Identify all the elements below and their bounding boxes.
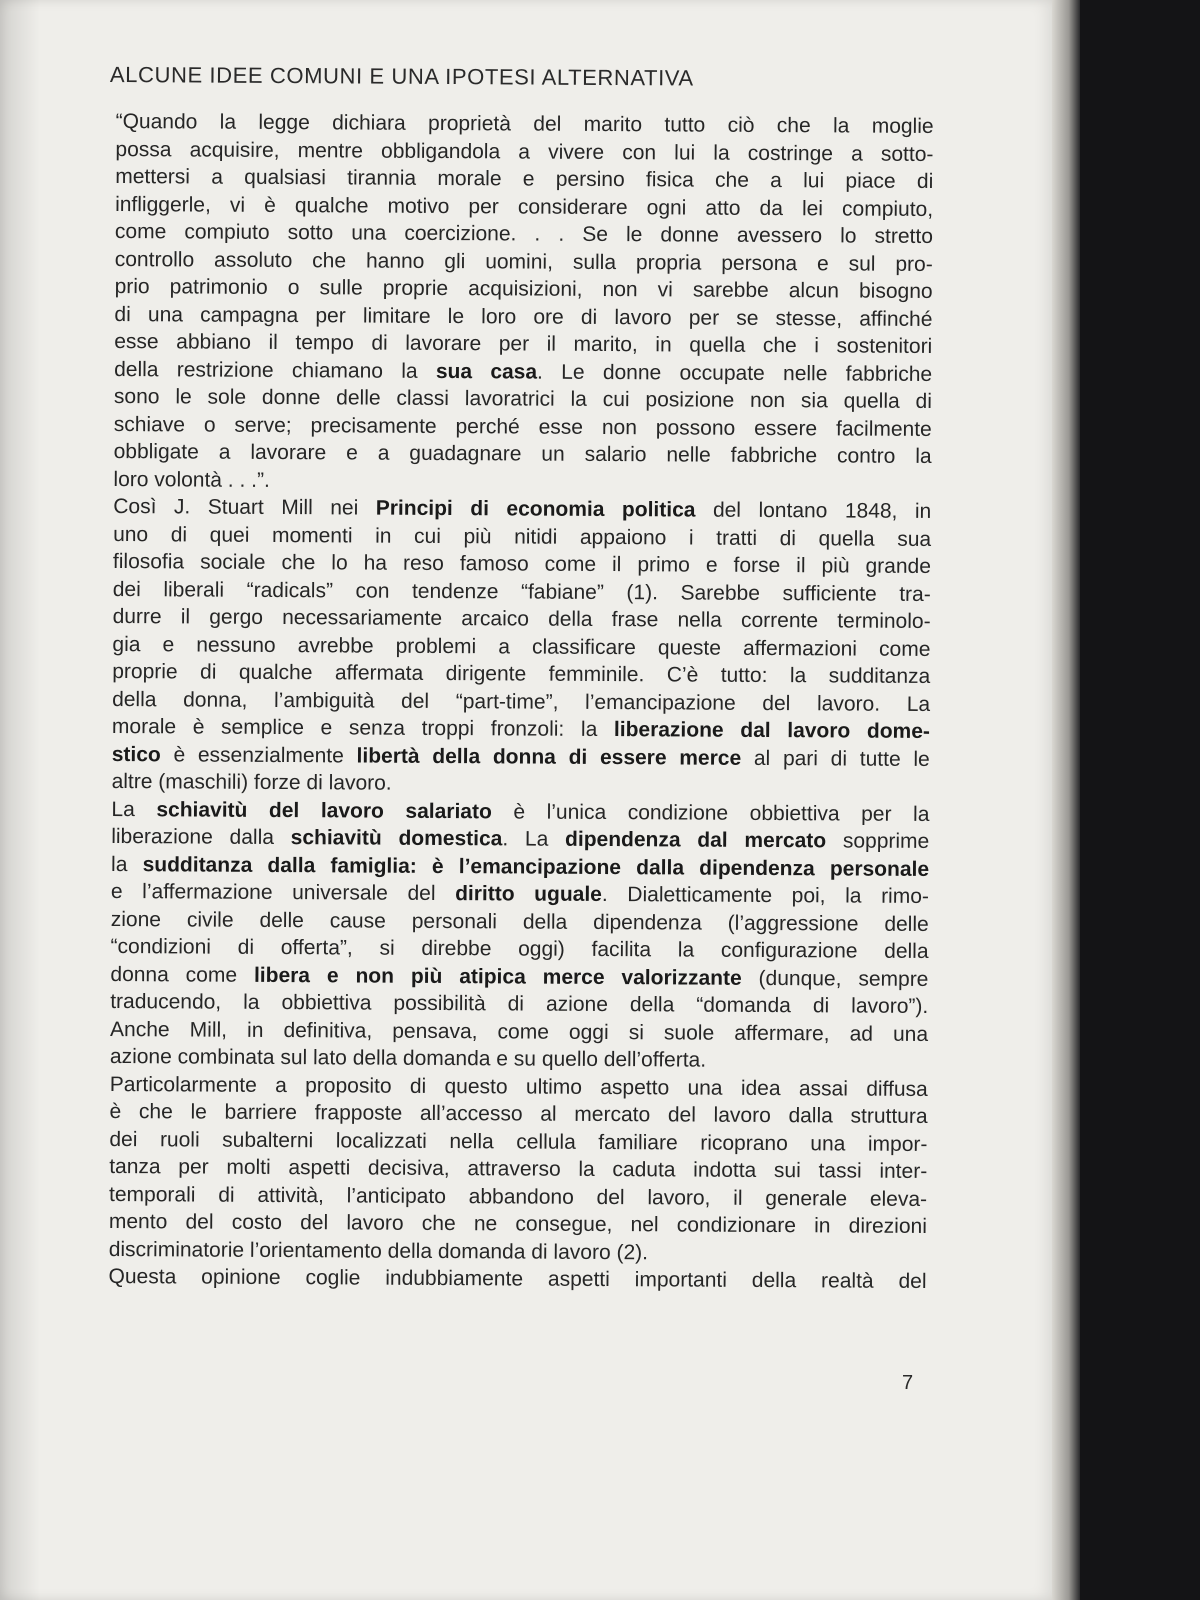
text-line: Particolarmente a proposito di questo ultimo aspetto una idea assai diffusa	[109, 1072, 928, 1101]
emphasized-phrase: Principi di economia politica	[375, 496, 696, 522]
page-edge	[1052, 0, 1080, 1600]
paragraph	[110, 795, 930, 1075]
paragraph	[112, 493, 932, 800]
text-line: della donna, l’ambiguità del “part-time”, l’emancipazione del lavoro. La	[112, 687, 931, 716]
text-line: controllo assoluto che hanno gli uomini, sulla propria persona e sul pro-	[114, 247, 933, 276]
text-line: esse abbiano il tempo di lavorare per il marito, in quella che i sostenitori	[114, 329, 933, 358]
text-line: come compiuto sotto una coercizione. . . Se le donne avessero lo stretto	[114, 219, 934, 248]
text-line: liberazione dalla schiavitù domestica. La dipendenza dal mercato sopprime	[111, 824, 930, 853]
text-line: “condizioni di offerta”, si direbbe oggi) facilita la configurazione della	[110, 934, 929, 963]
paragraph	[113, 108, 933, 498]
text-line: zione civile delle cause personali della dipendenza (l’aggressione delle	[110, 907, 929, 936]
text-line: La schiavitù del lavoro salariato è l’unica condizione obbiettiva per la	[111, 797, 930, 826]
emphasized-phrase: schiavitù domestica	[290, 826, 503, 851]
emphasized-phrase: diritto uguale	[455, 882, 602, 906]
text-line: filosofia sociale che lo ha reso famoso come il primo e forse il più grande	[112, 549, 932, 578]
text-line: infliggerle, vi è qualche motivo per considerare ogni atto da lei compiuto,	[115, 192, 934, 221]
text-line: schiave o serve; precisamente perché esse non possono essere facilmente	[113, 412, 932, 441]
text-line: la sudditanza dalla famiglia: è l’emancipazione dalla dipendenza personale	[111, 852, 930, 881]
text-line: gia e nessuno avrebbe problemi a classificare queste affermazioni come	[112, 632, 931, 661]
page-number: 7	[902, 1372, 914, 1394]
body-text	[108, 108, 933, 1295]
text-line: temporali di attività, l’anticipato abbandono del lavoro, il generale eleva-	[109, 1182, 928, 1211]
text-line: è che le barriere frapposte all’accesso al mercato del lavoro dalla struttura	[109, 1099, 928, 1128]
emphasized-phrase: libera e non più atipica merce valorizzante	[253, 963, 742, 990]
emphasized-phrase: libertà della donna di essere merce	[356, 743, 742, 770]
text-line: durre il gergo necessariamente arcaico della frase nella corrente terminolo-	[112, 604, 931, 633]
text-line: azione combinata sul lato della domanda e su quello dell’offerta.	[109, 1044, 707, 1072]
text-line: della restrizione chiamano la sua casa. Le donne occupate nelle fabbriche	[114, 357, 933, 386]
text-line: altre (maschili) forze di lavoro.	[111, 769, 392, 795]
emphasized-phrase: dipendenza dal mercato	[565, 827, 827, 853]
text-line: “Quando la legge dichiara proprietà del marito tutto ciò che la moglie	[115, 109, 934, 138]
emphasized-phrase: schiavitù del lavoro salariato	[156, 797, 492, 823]
text-line: e l’affermazione universale del diritto uguale. Dialetticamente poi, la rimo-	[110, 879, 930, 908]
emphasized-phrase: stico	[111, 742, 161, 766]
text-line: discriminatorie l’orientamento della domanda di lavoro (2).	[108, 1237, 649, 1264]
text-line: traducendo, la obbiettiva possibilità di azione della “domanda di lavoro”).	[110, 989, 929, 1018]
text-line: mento del costo del lavoro che ne consegue, nel condizionare in direzioni	[108, 1209, 927, 1238]
emphasized-phrase: liberazione dal lavoro dome-	[613, 718, 931, 743]
text-line: Anche Mill, in definitiva, pensava, come oggi si suole affermare, ad una	[110, 1017, 929, 1046]
text-line: Questa opinione coglie indubbiamente aspetti importanti della realtà del	[108, 1264, 927, 1293]
text-line: prio patrimonio o sulle proprie acquisizioni, non vi sarebbe alcun bisogno	[114, 274, 933, 303]
text-line: stico è essenzialmente libertà della donna di essere merce al pari di tutte le	[111, 742, 930, 771]
text-line: dei ruoli subalterni localizzati nella cellula familiare ricoprano una impor-	[109, 1127, 928, 1156]
page-content	[108, 62, 933, 1295]
text-line: proprie di qualche affermata dirigente femminile. C’è tutto: la sudditanza	[112, 659, 931, 688]
paragraph	[108, 1263, 926, 1295]
text-line: loro volontà . . .”.	[113, 467, 270, 492]
text-line: Così J. Stuart Mill nei Principi di economia politica del lontano 1848, in	[113, 494, 932, 523]
text-line: uno di quei momenti in cui più nitidi appaiono i tratti di quella sua	[113, 522, 932, 551]
emphasized-phrase: sua casa	[435, 359, 538, 384]
binding-shadow	[0, 0, 40, 1600]
text-line: possa acquisire, mentre obbligandola a vivere con lui la costringe a sotto-	[115, 137, 934, 166]
emphasized-phrase: sudditanza dalla famiglia: è l’emancipazione dalla dipendenza personale	[142, 852, 930, 881]
text-line: tanza per molti aspetti decisiva, attraverso la caduta indotta sui tassi inter-	[109, 1154, 928, 1183]
text-line: morale è semplice e senza troppi fronzoli: la liberazione dal lavoro dome-	[111, 714, 931, 743]
text-line: donna come libera e non più atipica merce valorizzante (dunque, sempre	[110, 962, 929, 991]
text-line: di una campagna per limitare le loro ore di lavoro per se stesse, affinché	[114, 302, 933, 331]
text-line: sono le sole donne delle classi lavoratrici la cui posizione non sia quella di	[113, 384, 933, 413]
text-line: dei liberali “radicals” con tendenze “fabiane” (1). Sarebbe sufficiente tra-	[112, 577, 931, 606]
text-line: mettersi a qualsiasi tirannia morale e persino fisica che a lui piace di	[115, 164, 934, 193]
text-line: obbligate a lavorare e a guadagnare un salario nelle fabbriche contro la	[113, 439, 932, 468]
section-heading: ALCUNE IDEE COMUNI E UNA IPOTESI ALTERNATIVA	[109, 61, 694, 91]
paragraph	[109, 1070, 928, 1267]
